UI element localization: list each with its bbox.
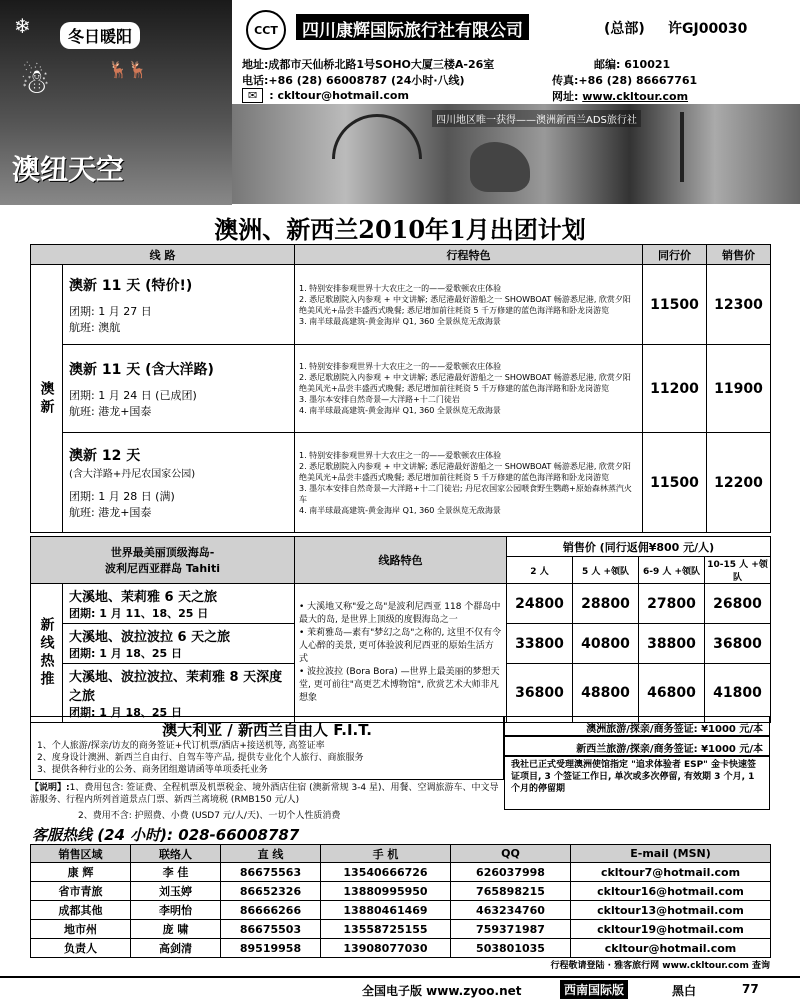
email-cell[interactable]: ckltour@hotmail.com <box>571 939 771 958</box>
column-header: 销售区域 <box>31 845 131 863</box>
route-features: 1. 特别安排参观世界十大农庄之一的——爱歌顿农庄体验 2. 悉尼歌剧院入内参观 + 中文讲解; 悉尼港最好游船之一 SHOWBOAT 畅游悉尼港, 欣赏夕阳绝美风光+品尝丰盛西式晚餐; 悉尼增加前往耗资 5 千万修建的蓝色海洋路和卧龙岗游览 3. 墨尔本安排自然奇景—大洋路+十二门徒岩 4. 南半球最高建筑-黄金海岸 Q1, 360 全景纵览无敌海景 <box>295 345 643 433</box>
footer-note: 行程敬请登陆 · 雅客旅行网 www.ckltour.com 查询 <box>550 961 770 971</box>
email-cell[interactable]: ckltour16@hotmail.com <box>571 882 771 901</box>
trade-price: 11500 <box>643 433 707 533</box>
notes-label: 【说明】: <box>30 783 70 793</box>
sale-price: 12200 <box>707 433 771 533</box>
tahiti-features: • 大溪地又称"爱之岛"是波利尼西亚 118 个群岛中最大的岛, 是世界上顶级的度假海岛之一 • 茉莉雅岛—素有"梦幻之岛"之称的, 这里不仅有令人心醉的美景, 更可体验波利尼西亚的原始生活方式 • 波拉波拉 (Bora Bora) —世界上最美丽的梦想天堂, 更可前往"高更艺术博物馆", 欣赏艺术大师非凡想象 <box>295 584 507 723</box>
tahiti-header: 世界最美丽顶级海岛- 波利尼西亚群岛 Tahiti <box>31 537 295 584</box>
column-header: E-mail (MSN) <box>571 845 771 863</box>
esp-notice: 我社已正式受理澳洲使馆指定 "追求体验者 ESP" 金卡快速签证项目, 3 个签证工作日, 单次或多次停留, 有效期 3 个月, 1 个月的停留期 <box>504 756 770 810</box>
photo-strip <box>232 104 800 204</box>
page-number: 77 <box>742 982 759 996</box>
tour-table-au-nz <box>30 244 771 533</box>
bridge-icon <box>332 114 422 159</box>
page-title: 澳洲、新西兰2010年1月出团计划 <box>214 215 586 244</box>
column-header: 直 线 <box>221 845 321 863</box>
route-date: 团期: 1 月 28 日 (满) <box>69 490 175 503</box>
group-label: 澳新 <box>31 265 63 533</box>
price: 38800 <box>639 624 705 664</box>
contact-table <box>30 844 771 958</box>
company-name: 四川康辉国际旅行社有限公司 <box>296 14 529 40</box>
license-number: 许GJ00030 <box>668 21 748 37</box>
route-title: 澳新 11 天 (含大洋路) <box>69 361 214 378</box>
price: 26800 <box>705 584 771 624</box>
visa-nz: 新西兰旅游/探亲/商务签证: ¥1000 元/本 <box>504 736 770 756</box>
route-cell <box>63 433 295 533</box>
column-header: 手 机 <box>321 845 451 863</box>
fax-line: 传真:+86 (28) 86667761 <box>552 74 698 87</box>
bottom-site[interactable]: 全国电子版 www.zyoo.net <box>362 984 522 998</box>
route-features: 1. 特别安排参观世界十大农庄之一的——爱歌顿农庄体验 2. 悉尼歌剧院入内参观 + 中文讲解; 悉尼港最好游船之一 SHOWBOAT 畅游悉尼港, 欣赏夕阳绝美风光+品尝丰盛西式晚餐; 悉尼增加前往耗资 5 千万修建的蓝色海洋路和卧龙岗游览 3. 墨尔本安排自然奇景—大洋路+十二门徒岩; 丹尼农国家公园喂食野生鹦鹉+原始森林蒸汽火车 4. 南半球最高建筑-黄金海岸 Q1, 360 全景纵览无敌海景 <box>295 433 643 533</box>
company-suffix: (总部) <box>604 21 645 37</box>
logo <box>246 10 286 50</box>
group-label: 新线热推 <box>31 584 63 723</box>
route-flight: 航班: 澳航 <box>69 320 121 334</box>
price: 33800 <box>507 624 573 664</box>
column-header-sale-price: 销售价 <box>707 245 771 265</box>
kangaroo-icon <box>470 142 530 192</box>
postcode-line: 邮编: 610021 <box>594 58 671 71</box>
banner-title: 澳纽天空 <box>12 153 125 186</box>
hotline: 客服热线 (24 小时): 028-66008787 <box>32 826 300 844</box>
address-line: 地址:成都市天仙桥北路1号SOHO大厦三楼A-26室 <box>242 58 495 71</box>
trade-price: 11200 <box>643 345 707 433</box>
fit-item: 2、度身设计澳洲、新西兰自由行、自驾车等产品, 提供专业化个人旅行、商旅服务 <box>37 753 364 763</box>
sleigh-icon: 🦌🦌 <box>108 60 148 79</box>
route-title: 澳新 11 天 (特价!) <box>69 277 193 294</box>
route-cell: 大溪地、波拉波拉 6 天之旅 团期: 1 月 18、25 日 <box>63 624 295 664</box>
price: 24800 <box>507 584 573 624</box>
phone-line: 电话:+86 (28) 66008787 (24小时·八线) <box>242 74 465 87</box>
trade-price: 11500 <box>643 265 707 345</box>
table-row: 成都其他 李明怡 86666266 13880461469 463234760 ckltour13@hotmail.com <box>31 901 771 920</box>
table-row: 省市青旅 刘玉婷 86652326 13880995950 765898215 ckltour16@hotmail.com <box>31 882 771 901</box>
fit-item: 3、提供各种行业的公务、商务团组邀请函等单项委托业务 <box>37 765 268 775</box>
envelope-icon: ✉ <box>242 88 263 103</box>
route-subtitle: (含大洋路+丹尼农国家公园) <box>69 469 196 480</box>
email-cell[interactable]: ckltour13@hotmail.com <box>571 901 771 920</box>
route-features: 1. 特别安排参观世界十大农庄之一的——爱歌顿农庄体验 2. 悉尼歌剧院入内参观 + 中文讲解; 悉尼港最好游船之一 SHOWBOAT 畅游悉尼港, 欣赏夕阳绝美风光+品尝丰盛西式晚餐; 悉尼增加前往耗资 5 千万修建的蓝色海洋路和卧龙岗游览 3. 南半球最高建筑-黄金海岸 Q1, 360 全景纵览无敌海景 <box>295 265 643 345</box>
route-cell: 大溪地、波拉波拉、茉莉雅 8 天深度之旅 团期: 1 月 18、25 日 <box>63 664 295 723</box>
column-header-features: 线路特色 <box>295 537 507 584</box>
email-line <box>242 88 409 103</box>
price: 41800 <box>705 664 771 723</box>
fit-item: 1、个人旅游/探亲/访友的商务签证+代订机票/酒店+接送机等, 高签证率 <box>37 741 325 751</box>
column-header-features: 行程特色 <box>295 245 643 265</box>
snowman-icon: ☃ <box>20 62 51 102</box>
route-flight: 航班: 港龙+国泰 <box>69 404 152 418</box>
price-col-5: 5 人 +领队 <box>573 557 639 584</box>
table-row: 康 辉 李 佳 86675563 13540666726 626037998 ckltour7@hotmail.com <box>31 863 771 882</box>
tower-icon <box>680 112 684 182</box>
promo-badge: 冬日暖阳 <box>60 22 140 49</box>
price-col-10-15: 10-15 人 +领队 <box>705 557 771 584</box>
price: 27800 <box>639 584 705 624</box>
table-row: 地市州 庞 啸 86675503 13558725155 759371987 ckltour19@hotmail.com <box>31 920 771 939</box>
notes-line: 2、费用不含: 护照费、小费 (USD7 元/人/天)、一切个人性质消费 <box>78 811 341 821</box>
price: 28800 <box>573 584 639 624</box>
table-row <box>31 433 771 533</box>
price: 46800 <box>639 664 705 723</box>
route-title: 澳新 12 天 <box>69 448 141 464</box>
route-cell: 大溪地、茉莉雅 6 天之旅 团期: 1 月 11、18、25 日 <box>63 584 295 624</box>
price: 36800 <box>507 664 573 723</box>
price: 48800 <box>573 664 639 723</box>
tour-table-tahiti <box>30 536 771 723</box>
price-col-2: 2 人 <box>507 557 573 584</box>
route-flight: 航班: 港龙+国泰 <box>69 506 152 519</box>
visa-au: 澳洲旅游/探亲/商务签证: ¥1000 元/本 <box>504 716 770 736</box>
web-link[interactable]: www.ckltour.com <box>582 90 689 103</box>
promo-banner <box>0 0 232 205</box>
bottom-bar <box>0 976 800 1000</box>
price-col-6-9: 6-9 人 +领队 <box>639 557 705 584</box>
column-header: QQ <box>451 845 571 863</box>
fit-section <box>30 716 504 780</box>
table-row <box>31 584 771 624</box>
email-cell[interactable]: ckltour7@hotmail.com <box>571 863 771 882</box>
logo-text: CCT <box>254 23 278 37</box>
column-header-price: 销售价 (同行返佣¥800 元/人) <box>507 537 771 557</box>
column-header: 联络人 <box>131 845 221 863</box>
sale-price: 11900 <box>707 345 771 433</box>
fit-title: 澳大利亚 / 新西兰自由人 F.I.T. <box>162 721 372 739</box>
price: 40800 <box>573 624 639 664</box>
email-link[interactable]: : ckltour@hotmail.com <box>269 89 409 102</box>
column-header-trade-price: 同行价 <box>643 245 707 265</box>
notes-line: 1、费用包含: 签证费、全程机票及机票税金、境外酒店住宿 (澳新常规 3-4 星)、用餐、空调旅游车、中文导游服务、行程内所列首道景点门票、新西兰离境税 (RMB150 元/人) <box>30 783 499 805</box>
table-row <box>31 265 771 345</box>
route-cell <box>63 265 295 345</box>
route-date: 团期: 1 月 24 日 (已成团) <box>69 388 197 402</box>
column-header-route: 线 路 <box>31 245 295 265</box>
email-cell[interactable]: ckltour19@hotmail.com <box>571 920 771 939</box>
bottom-section: 西南国际版 <box>560 980 628 999</box>
table-row: 负责人 高剑清 89519958 13908077030 503801035 ckltour@hotmail.com <box>31 939 771 958</box>
table-row <box>31 345 771 433</box>
route-date: 团期: 1 月 27 日 <box>69 304 152 318</box>
route-cell <box>63 345 295 433</box>
sale-price: 12300 <box>707 265 771 345</box>
web-line: 网址: www.ckltour.com <box>552 90 689 103</box>
snowflake-icon: ❄ <box>14 14 31 38</box>
notes <box>30 782 500 806</box>
banner-caption: 四川地区唯一获得——澳洲新西兰ADS旅行社 <box>432 110 641 127</box>
bottom-color: 黑白 <box>672 984 697 998</box>
price: 36800 <box>705 624 771 664</box>
